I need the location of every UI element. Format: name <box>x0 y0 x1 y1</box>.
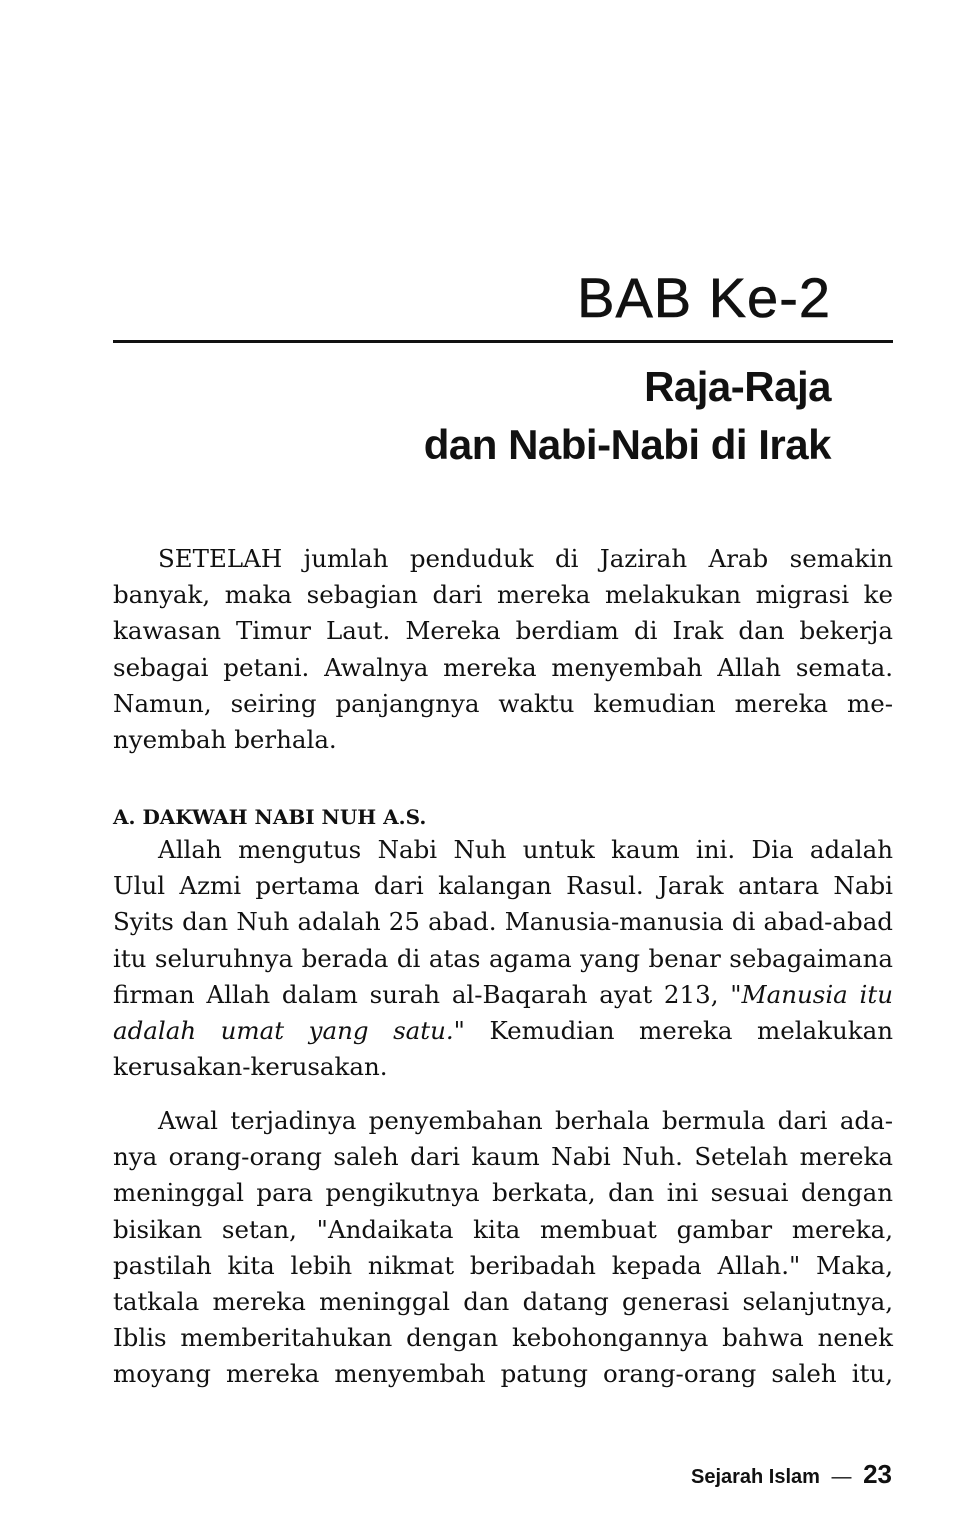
quote-text: "Manusia itu <box>730 979 893 1009</box>
intro-paragraph <box>113 541 893 758</box>
text-line: meninggal para pengikutnya berkata, dan ini sesuai dengan <box>113 1178 893 1208</box>
text-line: sebagai petani. Awalnya mereka menyembah Allah semata. <box>113 652 893 682</box>
text-line: SETELAH jumlah penduduk di Jazirah Arab semakin <box>158 544 893 573</box>
text-line: tatkala mereka meninggal dan datang generasi selanjutnya, <box>113 1287 893 1317</box>
text-line: itu seluruhnya berada di atas agama yang benar sebagaimana <box>113 943 893 973</box>
text-line: pastilah kita lebih nikmat beribadah kepada Allah." Maka, <box>113 1250 893 1280</box>
section-heading: A. DAKWAH NABI NUH A.S. <box>113 805 427 829</box>
text-line: Ulul Azmi pertama dari kalangan Rasul. Jarak antara Nabi <box>113 871 893 901</box>
text-line <box>113 977 893 1013</box>
text-line: kawasan Timur Laut. Mereka berdiam di Irak dan bekerja <box>113 616 893 646</box>
page-number: 23 <box>863 1459 892 1489</box>
text-line: bisikan setan, "Andaikata kita membuat gambar mereka, <box>113 1214 893 1244</box>
text-run: firman Allah dalam surah al-Baqarah ayat 213, <box>113 979 731 1009</box>
chapter-label: BAB Ke-2 <box>577 266 831 329</box>
text-line <box>113 1013 893 1049</box>
text-run: Kemudian mereka melakukan <box>464 1016 893 1046</box>
chapter-divider <box>113 340 893 343</box>
running-title: Sejarah Islam <box>690 1466 820 1488</box>
chapter-title <box>424 358 831 474</box>
text-line: Allah mengutus Nabi Nuh untuk kaum ini. Dia adalah <box>158 835 893 864</box>
text-line: Syits dan Nuh adalah 25 abad. Manusia-manusia di abad-abad <box>113 907 893 937</box>
text-line: Iblis memberitahukan dengan kebohongannya bahwa nenek <box>113 1323 893 1353</box>
text-line: kerusakan-kerusakan. <box>113 1052 388 1082</box>
text-line: Namun, seiring panjangnya waktu kemudian mereka me- <box>113 688 893 718</box>
text-line: Awal terjadinya penyembahan berhala bermula dari ada- <box>158 1106 893 1135</box>
chapter-title-line: Raja-Raja <box>644 363 831 410</box>
text-line: moyang mereka menyembah patung orang-orang saleh itu, <box>113 1359 893 1389</box>
text-line: nya orang-orang saleh dari kaum Nabi Nuh. Setelah mereka <box>113 1142 893 1172</box>
text-line: banyak, maka sebagian dari mereka melakukan migrasi ke <box>113 580 893 610</box>
chapter-title-line: dan Nabi-Nabi di Irak <box>423 421 831 468</box>
section-paragraph-2 <box>113 1103 893 1393</box>
footer-dash: — <box>831 1466 852 1488</box>
quote-text: adalah umat yang satu." <box>113 1016 465 1046</box>
section-paragraph-1 <box>113 832 893 1085</box>
text-line: nyembah berhala. <box>113 725 337 755</box>
page-footer <box>691 1459 892 1492</box>
